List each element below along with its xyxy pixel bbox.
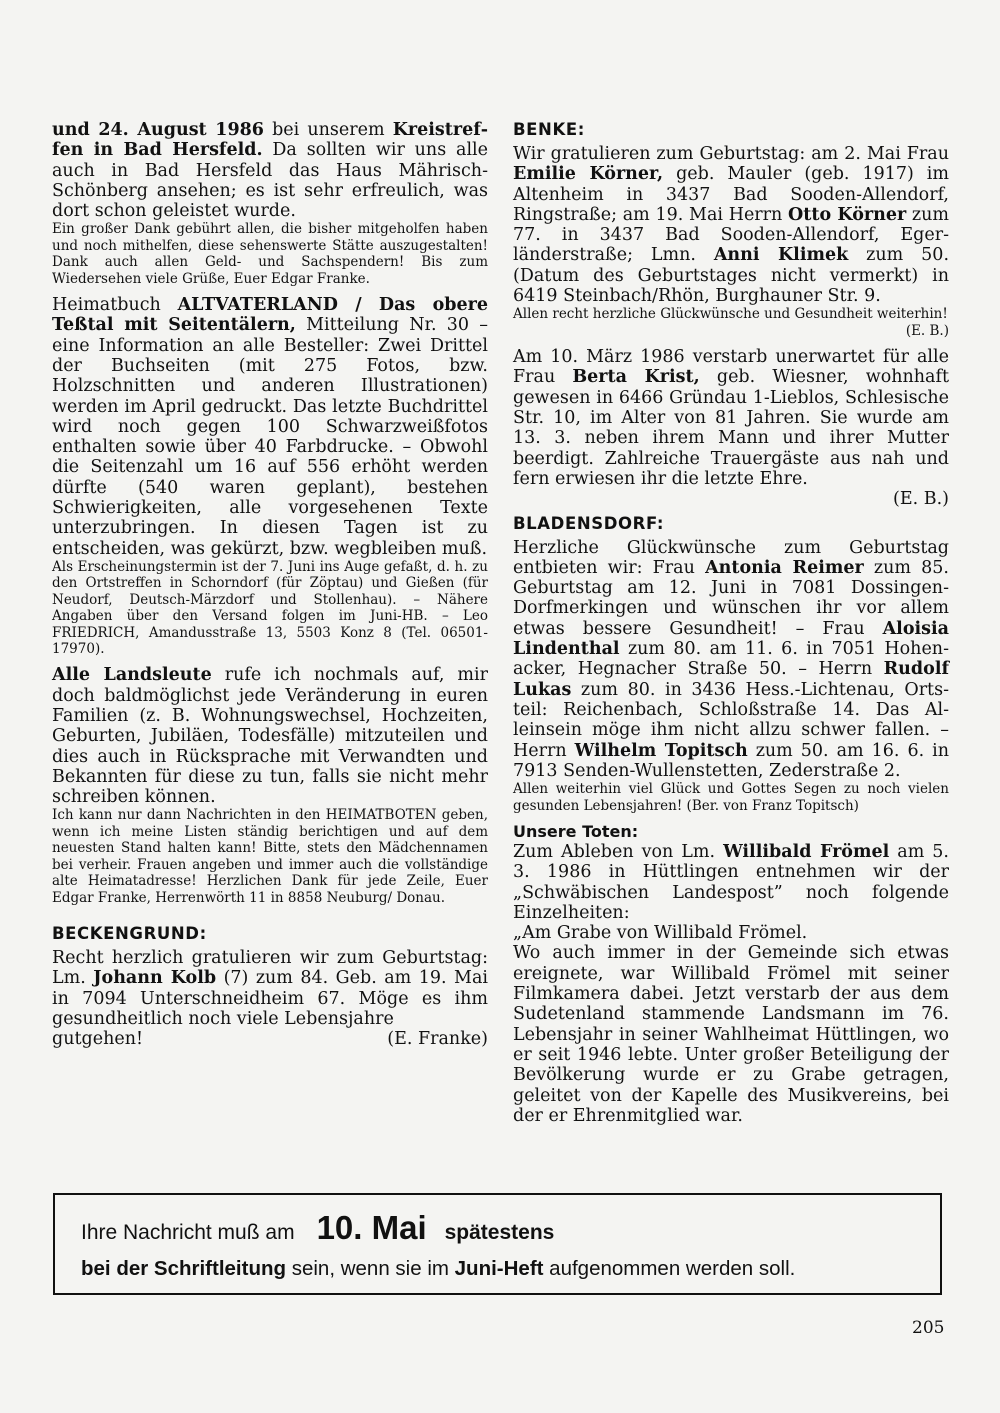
notice-line-1: Ihre Nachricht muß am 10. Mai spätestens [81, 1209, 555, 1246]
paragraph-grabe: „Am Grabe von Willibald Frömel. [513, 923, 808, 944]
paragraph-benke: Wir gratulieren zum Geburtstag: am 2. Mai Frau Emilie Körner, geb. Mauler (geb. 1917) im Altenheim in 3437 Bad Sooden-Allendorf, Ringstraße; am 19. Mai Herrn Otto Körner zum 77. in 3437 Bad Sooden-Allendorf, Egerländerstraße; Lmn. Anni Klimek zum 50. (Datum des Geburtstages nicht vermerkt) in 6419 Steinbach/Rhön, Burghauner Str. 9. [513, 144, 950, 307]
paragraph-beckengrund: Recht herzlich gratulieren wir zum Geburtstag: Lm. Johann Kolb (7) zum 84. Geb. am 19. Mai in 7094 Unterschneidheim 67. Möge es ihm gesundheitlich noch viele Lebensjahre [52, 947, 488, 1029]
deadline-date: 10. Mai [316, 1209, 427, 1246]
signature: (E. B.) [893, 489, 949, 510]
deadline-notice-box [53, 1193, 942, 1295]
heading-benke: BENKE: [513, 120, 585, 139]
paragraph-bladensdorf: Herzliche Glückwünsche zum Geburtstag entbieten wir: Frau Antonia Reimer zum 85. Geburtstag am 12. Juni in 7081 Dossingen-Dorfmerkingen und wünschen ihr vor allem etwas bessere Gesundheit! – Frau Aloisia Lindenthal zum 80. am 11. 6. in 7051 Hohenacker, Hegnacher Straße 50. – Herrn Rudolf Lukas zum 80. in 3436 Hess.-Lichtenau, Ortsteil: Reichenbach, Schloßstraße 14. Das Alleinsein möge ihm nicht allzu schwer fallen. – Herrn Wilhelm Topitsch zum 50. am 16. 6. in 7913 Senden-Wullenstetten, Zederstraße 2. [513, 537, 949, 781]
heading-beckengrund: BECKENGRUND: [52, 923, 207, 943]
paragraph-benke-wishes: Allen recht herzliche Glückwünsche und Gesundheit weiterhin! (E. B.) [513, 306, 949, 339]
paragraph-erscheinungstermin: Als Erscheinungstermin ist der 7. Juni ins Auge gefaßt, d. h. zu den Ortstreffen in Schorndorf (für Zöptau) und Gießen (für Neudorf, Deutsch-Märzdorf und Stollenhau). – Nähere Angaben über den Versand folgen im Juni-HB. – Leo FRIEDRICH, Amandusstraße 13, 5503 Konz 8 (Tel. 06501-17970). [52, 558, 488, 657]
paragraph-dank: Ein großer Dank gebührt allen, die bisher mitgeholfen haben und noch mithelfen, diese sehenswerte Stätte auszugestalten! Dank auch allen Geld- und Sachspendern! Bis zum Wiedersehen viele Grüße, Euer Edgar Franke. [52, 221, 488, 287]
paragraph-landsleute: Alle Landsleute rufe ich nochmals auf, mir doch baldmöglichst jede Veränderung in euren Familien (z. B. Wohnungswechsel, Hochzeiten, Geburten, Jubiläen, Todesfälle) mitzuteilen und dies auch in Rücksprache mit Verwandten und Bekannten für diese zu tun, falls sie nicht mehr schreiben können. [52, 665, 488, 808]
heading-unsere-toten: Unsere Toten: [513, 821, 639, 841]
signature: (E. Franke) [387, 1029, 488, 1050]
paragraph-krist: Am 10. März 1986 verstarb unerwartet für alle Frau Berta Krist, geb. Wiesner, wohnhaft gewesen in 6466 Gründau 1-Lieblos, Schlesische Str. 10, im Alter von 81 Jahren. Sie wurde am 13. 3. neben ihrem Mann und ihrer Mutter beerdigt. Zahlreiche Trauergäste aus nah und fern erwiesen ihr die letzte Ehre. (E. B.) [513, 347, 949, 510]
paragraph-froemel: Zum Ableben von Lm. Willibald Frömel am 5. 3. 1986 in Hüttlingen entnehmen wir der „Schwäbischen Landespost” noch folgende Einzelheiten: [513, 841, 949, 923]
page-number: 205 [912, 1318, 945, 1338]
beckengrund-last-line: gutgehen! (E. Franke) [52, 1029, 488, 1050]
signature: (E. B.) [905, 322, 949, 339]
notice-line-2: bei der Schriftleitung sein, wenn sie im Juni-Heft aufgenommen werden soll. [81, 1257, 796, 1280]
paragraph-filmkamera: Wo auch immer in der Gemeinde sich etwas ereignete, war Willibald Frömel mit seiner Filmkamera dabei. Jetzt verstarb der aus dem Sudetenland stammende Landsmann im 76. Lebensjahr in seiner Wahlheimat Hüttlingen, wo er seit 1946 lebte. Unter großer Beteiligung der Bevölkerung wurde er zu Grabe getragen, geleitet von der Kapelle des Musikvereins, bei der er Ehrenmitglied war. [513, 943, 949, 1126]
paragraph-kreistreffen: und 24. August 1986 bei unserem Kreistreffen in Bad Hersfeld. Da sollten wir uns alle auch in Bad Hersfeld das Haus Mährisch-Schönberg ansehen; es ist sehr erfreulich, was dort schon geleistet wurde. [52, 120, 488, 222]
paragraph-heimatbuch: Heimatbuch ALTVATERLAND / Das obere Teßtal mit Seitentälern, Mitteilung Nr. 30 – eine Information an alle Besteller: Zwei Drittel der Buchseiten (mit 275 Fotos, bzw. Holzschnitten und anderen Illustrationen) werden im April gedruckt. Das letzte Buchdrittel wird noch gegen 100 Schwarzweißfotos enthalten sowie über 40 Farbdrucke. – Obwohl die Seitenzahl um 16 auf 556 erhöht werden dürfte (540 waren geplant), bestehen Schwierigkeiten, alle vorgesehenen Texte unterzubringen. In diesen Tagen ist zu entscheiden, was gekürzt, bzw. wegbleiben muß. [52, 295, 488, 559]
heading-bladensdorf: BLADENSDORF: [513, 513, 665, 533]
left-column [52, 120, 488, 1049]
paragraph-bladensdorf-wishes: Allen weiterhin viel Glück und Gottes Segen zu noch vielen gesunden Lebensjahren! (Ber. von Franz Topitsch) [513, 781, 949, 814]
right-column [513, 120, 949, 1126]
paragraph-heimatboten: Ich kann nur dann Nachrichten in den HEIMATBOTEN geben, wenn ich meine Listen ständig berichtigen und auf dem neuesten Stand halten kann! Bitte, stets den Mädchennamen bei verheir. Frauen angeben und immer auch die vollständige alte Heimatadresse! Herzlichen Dank für jede Zeile, Euer Edgar Franke, Herrenwörth 11 in 8858 Neuburg/ Donau. [52, 807, 488, 906]
